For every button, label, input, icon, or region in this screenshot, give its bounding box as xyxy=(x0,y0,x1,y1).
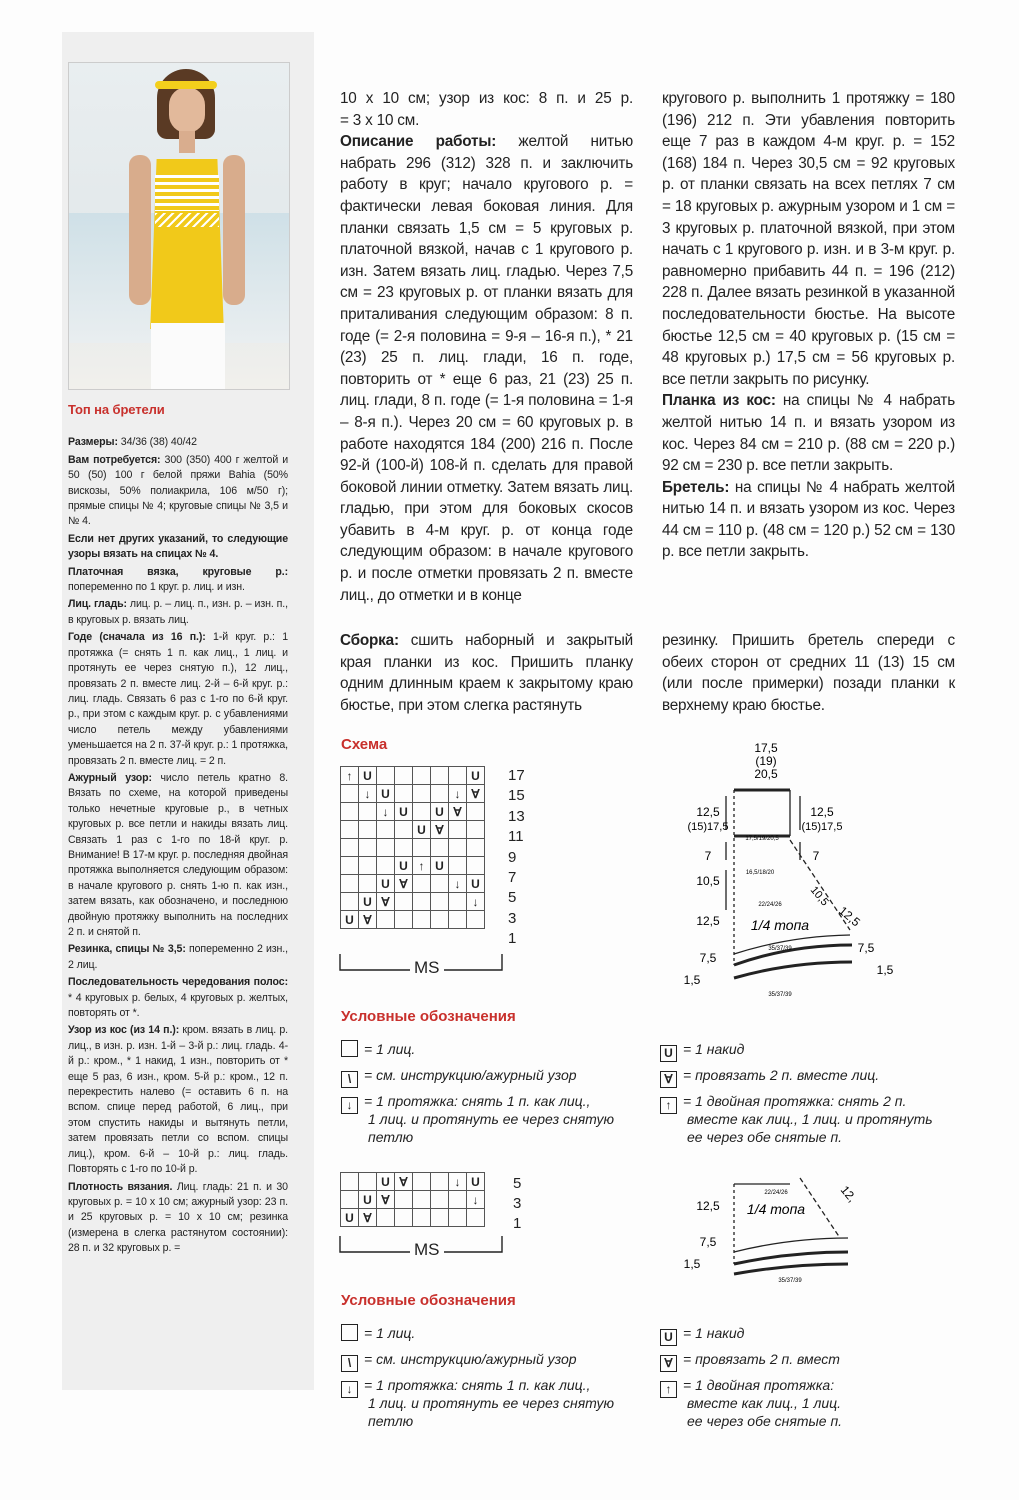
grid-cell: ∀ xyxy=(395,875,413,893)
grid-cell xyxy=(449,1191,467,1209)
right-column xyxy=(662,88,955,563)
grid-cell xyxy=(395,893,413,911)
left-paragraph: Узор из кос (из 14 п.): кром. вязать в лиц. р. лиц., в изн. р. изн. 1-й – 3-й р.: лиц. гладь. 4-й р.: кром., * 1 накид, 1 изн., повторить от * еще 5 раз, 6 изн., кром. 5-й р.: кром., 12 п. перекрестить налево (= оставить 6 п. на вспом. спице перед работой, 6 лиц., при этом спустить накиды и вытянуть петли, затем провязать петли со вспом. спицы лиц.), кром. 6-й – 10-й р.: лиц. гладь. Повторять с 1-го по 10-й р. xyxy=(68,1024,288,1176)
grid-cell: ∀ xyxy=(377,893,395,911)
grid-cell xyxy=(413,803,431,821)
left-paragraph: Резинка, спицы № 3,5: попеременно 2 изн., 2 лиц. xyxy=(68,943,288,971)
legend-symbol-icon: \ xyxy=(341,1071,358,1088)
row-number: 13 xyxy=(508,807,525,825)
grid-cell xyxy=(413,767,431,785)
grid-cell xyxy=(449,839,467,857)
grid-cell xyxy=(341,785,359,803)
grid-cell: U xyxy=(467,767,485,785)
ms-label: MS xyxy=(410,958,444,978)
grid-cell xyxy=(413,1209,431,1227)
left-paragraph: Ажурный узор: число петель кратно 8. Вязать по схеме, на которой приведены только нечетные круговые р., в четных круговых р. все петли и накиды вязать лиц. Связать 1 раз с 1-го по 18-й круг. р. Внимание! В 17-м круг. р. последняя двойная протяжка выполняется следующим образом: в начале кругового р. снять 1-ю п. как изн., затем вязать, как обозначено, и последнюю двойную протяжку выполнить на последних 2 п. и снятой п. xyxy=(68,771,288,938)
grid-cell xyxy=(377,839,395,857)
legend-item xyxy=(341,1350,577,1372)
small-label: 35/37/39 xyxy=(768,992,792,998)
grid-cell: U xyxy=(395,857,413,875)
small-label: 16,5/18/20 xyxy=(745,870,775,876)
right-bottom-paragraph: резинку. Пришить бретель спереди с обеих сторон от средних 11 (13) 15 см (или после примерки) позади планки к верхнему краю бюстье. xyxy=(662,632,955,714)
left-label: 12,5 xyxy=(696,914,720,928)
grid-cell xyxy=(431,1209,449,1227)
legend-symbol-icon: ↑ xyxy=(660,1381,677,1398)
left-paragraph: Плотность вязания. Лиц. гладь: 21 п. и 30 круговых р. = 10 х 10 см; ажурный узор: 23 п. и 25 круговых р. = 10 х 10 см; резинка (измерена в слегка растянутом состоянии): 28 п. и 32 круговых р. = xyxy=(68,1180,288,1255)
grid-cell: U xyxy=(431,803,449,821)
legend-text: = 1 лиц. xyxy=(364,1325,416,1341)
left-label: 12,5 xyxy=(696,805,720,819)
grid-cell: ↓ xyxy=(449,1173,467,1191)
left-label: 7 xyxy=(704,849,712,863)
grid-cell: ↓ xyxy=(467,893,485,911)
text-line: = 3 х 10 см. xyxy=(340,111,420,129)
grid-cell xyxy=(413,1173,431,1191)
grid-cell xyxy=(359,875,377,893)
legend-text: = 1 протяжка: снять 1 п. как лиц., xyxy=(364,1093,591,1109)
legend-text-continued: ее через обе снятые п. xyxy=(687,1413,843,1429)
grid-cell xyxy=(449,1209,467,1227)
legend-text-continued: петлю xyxy=(368,1413,414,1429)
grid-cell xyxy=(449,767,467,785)
grid-cell xyxy=(449,821,467,839)
left-instructions xyxy=(68,400,288,1259)
right-label: (15)17,5 xyxy=(801,821,843,833)
legend-text-continued: ее через обе снятые п. xyxy=(687,1129,843,1145)
grid-cell: U xyxy=(395,803,413,821)
grid-cell xyxy=(359,839,377,857)
row-number: 15 xyxy=(508,787,525,805)
grid-cell: U xyxy=(431,857,449,875)
grid-cell xyxy=(449,857,467,875)
legend-symbol-icon: \ xyxy=(341,1355,358,1372)
row-number: 3 xyxy=(513,1195,522,1212)
grid-cell xyxy=(431,911,449,929)
row-number: 9 xyxy=(508,848,517,866)
legend-text: = см. инструкцию/ажурный узор xyxy=(364,1067,577,1083)
grid-cell: U xyxy=(377,875,395,893)
grid-cell xyxy=(341,893,359,911)
grid-cell: ∀ xyxy=(431,821,449,839)
grid-cell xyxy=(359,821,377,839)
grid-cell xyxy=(341,1173,359,1191)
right-label: 7,5 xyxy=(857,941,875,955)
legend-text: = 1 накид xyxy=(683,1041,745,1057)
grid-cell: ∀ xyxy=(359,911,377,929)
assembly-paragraph: Сборка: сшить наборный и закрытый края планки из кос. Пришить планку одним длинным краем к закрытому краю бюстье, при этом слегка растянуть xyxy=(340,632,633,714)
grid-cell xyxy=(377,767,395,785)
grid-cell xyxy=(449,893,467,911)
grid-cell: U xyxy=(377,785,395,803)
grid-cell xyxy=(359,857,377,875)
grid-cell xyxy=(431,767,449,785)
legend-title: Условные обозначения xyxy=(341,1008,516,1025)
diagonal-label: 10,5 xyxy=(807,884,831,909)
grid-cell xyxy=(467,803,485,821)
grid-cell: U xyxy=(467,875,485,893)
left-label: (15)17,5 xyxy=(687,821,729,833)
grid-cell xyxy=(341,1191,359,1209)
legend-item xyxy=(660,1324,744,1346)
left-label: 10,5 xyxy=(696,874,720,888)
grid-cell xyxy=(431,1191,449,1209)
continued-paragraph: кругового р. выполнить 1 протяжку = 180 (196) 212 п. Эти убавления повторить еще 7 раз в каждом 4-м круг. р. = 152 (168) 184 п. Через 30,5 см = 92 круговых р. от планки связать на всех петлях 7 см = 18 круговых р. ажурным узором и 1 см = 3 круговых р. платочной вязкой, при этом начать с 1 кругового р. изн. и в 3-м круг. р. равномерно прибавить 44 п. = 196 (212) 228 п. Далее вязать резинкой в указанной последовательности бюстье. На высоте бюстье 12,5 см = 40 круговых р. (15 см = 48 круговых р.) 17,5 см = 56 круговых р. все петли закрыть по рисунку. xyxy=(662,90,955,388)
grid-cell: U xyxy=(359,767,377,785)
grid-cell xyxy=(359,803,377,821)
left-paragraph: Если нет других указаний, то следующие узоры вязать на спицах № 4. xyxy=(68,532,288,561)
left-paragraph: Платочная вязка, круговые р.: попеременно по 1 круг. р. лиц. и изн. xyxy=(68,565,288,594)
legend-item xyxy=(660,1066,879,1088)
left-paragraph: Последовательность чередования полос: * 4 круговых р. белых, 4 круговых р. желтых, повторять от *. xyxy=(68,976,288,1020)
row-number: 3 xyxy=(508,909,517,927)
small-label: 17,5/19/20,5 xyxy=(745,836,779,842)
legend-text: = 1 протяжка: снять 1 п. как лиц., xyxy=(364,1377,591,1393)
legend-item xyxy=(341,1040,415,1058)
grid-cell xyxy=(431,1173,449,1191)
grid-cell: ∀ xyxy=(359,1209,377,1227)
pattern2-center: 1/4 топа xyxy=(746,1201,806,1217)
grid-cell: ∀ xyxy=(449,803,467,821)
legend-text: = 1 двойная протяжка: снять 2 п. xyxy=(683,1093,907,1109)
grid-cell xyxy=(413,875,431,893)
grid-cell: U xyxy=(341,1209,359,1227)
legend-text-continued: 1 лиц. и протянуть ее через снятую xyxy=(368,1395,615,1411)
grid-cell xyxy=(413,1191,431,1209)
grid-cell xyxy=(341,875,359,893)
grid-cell: ↓ xyxy=(449,785,467,803)
legend-text: = 1 лиц. xyxy=(364,1041,416,1057)
pattern2-diag: 12, xyxy=(837,1182,860,1205)
legend-symbol-icon: ↑ xyxy=(660,1097,677,1114)
legend-symbol-icon: U xyxy=(660,1045,677,1062)
middle-column xyxy=(340,88,633,606)
row-number: 11 xyxy=(508,828,524,846)
row-number: 1 xyxy=(513,1215,522,1232)
legend-item xyxy=(660,1040,744,1062)
pattern2-label: 1,5 xyxy=(683,1257,701,1271)
grid-cell: ∀ xyxy=(467,785,485,803)
legend-symbol-icon: ↓ xyxy=(341,1381,358,1398)
grid-cell xyxy=(395,767,413,785)
grid-cell: ↓ xyxy=(449,875,467,893)
top-label-2: (19) xyxy=(755,754,777,768)
grid-cell xyxy=(341,857,359,875)
grid-cell xyxy=(395,1209,413,1227)
grid-cell xyxy=(377,1209,395,1227)
pattern2-small: 35/37/39 xyxy=(778,1278,802,1284)
row-number: 5 xyxy=(508,889,517,907)
grid-cell xyxy=(377,857,395,875)
grid-cell xyxy=(377,911,395,929)
small-chart-grid xyxy=(340,1172,485,1227)
planka-paragraph: Планка из кос: на спицы № 4 набрать желтой нитью 14 п. и вязать узором из кос. Через 84 см = 210 р. (88 см = 220 р.) 92 см = 230 р. все петли закрыть. xyxy=(662,392,955,475)
legend-symbol-icon xyxy=(341,1324,358,1341)
grid-cell xyxy=(395,1191,413,1209)
right-label: 1,5 xyxy=(876,963,894,977)
grid-cell xyxy=(395,839,413,857)
legend-symbol-icon: U xyxy=(660,1329,677,1346)
legend-symbol-icon: ∀ xyxy=(660,1355,677,1372)
grid-cell xyxy=(359,1173,377,1191)
grid-cell xyxy=(395,785,413,803)
legend-text-continued: петлю xyxy=(368,1129,414,1145)
row-number: 5 xyxy=(513,1175,522,1192)
legend-symbol-icon: ↓ xyxy=(341,1097,358,1114)
grid-cell: U xyxy=(467,1173,485,1191)
grid-cell: ∀ xyxy=(395,1173,413,1191)
grid-cell xyxy=(413,911,431,929)
grid-cell: ↓ xyxy=(359,785,377,803)
grid-cell xyxy=(341,821,359,839)
legend-item xyxy=(341,1066,577,1088)
legend-text-continued: 1 лиц. и протянуть ее через снятую xyxy=(368,1111,615,1127)
left-paragraph: Вам потребуется: 300 (350) 400 г желтой и 50 (50) 100 г белой пряжи Bahia (50% вискозы, 50% полиакрила, 106 м/50 г); прямые спицы № 4; круговые спицы № 3,5 и № 4. xyxy=(68,453,289,528)
row-number: 7 xyxy=(508,869,517,886)
legend-text: = 1 двойная протяжка: xyxy=(683,1377,835,1393)
pattern2-label: 7,5 xyxy=(699,1235,717,1249)
legend-text-continued: вместе как лиц., 1 лиц. и протянуть xyxy=(687,1111,933,1127)
model-photo xyxy=(68,62,290,390)
legend-item xyxy=(341,1324,415,1342)
grid-cell xyxy=(395,821,413,839)
grid-cell xyxy=(341,839,359,857)
grid-cell: U xyxy=(359,893,377,911)
grid-cell xyxy=(449,911,467,929)
grid-cell xyxy=(431,875,449,893)
left-label: 1,5 xyxy=(683,973,701,987)
grid-cell xyxy=(395,911,413,929)
pattern-diagram xyxy=(680,740,920,1010)
grid-cell xyxy=(377,821,395,839)
grid-cell xyxy=(467,839,485,857)
grid-cell: ∀ xyxy=(377,1191,395,1209)
grid-cell xyxy=(467,857,485,875)
legend-text: = провязать 2 п. вмест xyxy=(683,1351,840,1367)
grid-cell: U xyxy=(377,1173,395,1191)
article-title: Топ на бретели xyxy=(68,402,165,417)
legend-text: = 1 накид xyxy=(683,1325,745,1341)
grid-cell xyxy=(413,839,431,857)
bretel-paragraph: Бретель: на спицы № 4 набрать желтой нитью 14 п. и вязать узором из кос. Через 44 см = 110 р. (48 см = 120 р.) 52 см = 130 р. все петли закрыть. xyxy=(662,478,955,561)
schema-title: Схема xyxy=(341,736,388,753)
top-label-1: 17,5 xyxy=(754,741,778,755)
grid-cell xyxy=(467,911,485,929)
quarter-top-label: 1/4 топа xyxy=(750,917,810,933)
grid-cell xyxy=(413,893,431,911)
row-number: 1 xyxy=(508,930,517,948)
right-label: 12,5 xyxy=(810,805,834,819)
pattern2-small: 22/24/26 xyxy=(764,1190,788,1196)
grid-cell: ↓ xyxy=(377,803,395,821)
grid-cell xyxy=(467,821,485,839)
grid-cell xyxy=(413,785,431,803)
legend-text: = см. инструкцию/ажурный узор xyxy=(364,1351,577,1367)
right-label: 7 xyxy=(812,849,820,863)
legend-symbol-icon: ∀ xyxy=(660,1071,677,1088)
pattern-diagram-2 xyxy=(680,1168,860,1288)
legend-item xyxy=(660,1350,840,1372)
legend-text-continued: вместе как лиц., 1 лиц. xyxy=(687,1395,842,1411)
grid-cell xyxy=(431,785,449,803)
diagonal-label: 12,5 xyxy=(836,903,863,930)
small-label: 35/37/39 xyxy=(768,946,792,952)
grid-cell xyxy=(431,893,449,911)
legend-text: = провязать 2 п. вместе лиц. xyxy=(683,1067,880,1083)
grid-cell: ↑ xyxy=(341,767,359,785)
grid-cell xyxy=(341,803,359,821)
grid-cell: U xyxy=(341,911,359,929)
left-paragraph: Лиц. гладь: лиц. р. – лиц. п., изн. р. – изн. п., в круговых р. вязать лиц. xyxy=(68,598,288,626)
row-number: 17 xyxy=(508,767,525,784)
small-label: 22/24/26 xyxy=(758,902,782,908)
grid-cell: ↑ xyxy=(413,857,431,875)
grid-cell xyxy=(431,839,449,857)
text-line: 10 х 10 см; узор из кос: 8 п. и 25 р. xyxy=(340,90,633,107)
left-paragraph: Годе (сначала из 16 п.): 1-й круг. р.: 1 протяжка (= снять 1 п. как лиц., 1 лиц. и протянуть ее через снятую п.), 12 лиц., провязать 2 п. вместе лиц. 2-й – 6-й круг. р.: лиц. гладь. Связать 6 раз с 1-го по 6-й круг. р., при этом с каждым круг. р. с убавлениями число петель между убавлениями уменьшается на 2 п. 37-й круг. р.: 1 протяжка, провязать 2 п. вместе лиц. = 2 п. xyxy=(68,631,288,767)
chart-grid xyxy=(340,766,485,929)
grid-cell: U xyxy=(413,821,431,839)
grid-cell xyxy=(467,1209,485,1227)
legend-symbol-icon xyxy=(341,1040,358,1057)
top-label-3: 20,5 xyxy=(754,767,778,781)
small-ms-label: MS xyxy=(410,1240,444,1260)
description-paragraph: Описание работы: желтой нитью набрать 296 (312) 328 п. и заключить работу в круг; начало кругового р. = фактически левая боковая линия. Для планки связать 1,5 см = 5 круговых р. платочной вязкой, начав с 1 кругового р. изн. Затем вязать лиц. гладью. Через 7,5 см = 23 круговых р. от планки вязать для приталивания следующим образом: 8 п. годе (= 2-я половина = 9-я – 16-я п.), * 21 (23) 25 п. лиц. глади, 16 п. годе, повторить от * еще 6 раз, 21 (23) 25 п. лиц. глади, 8 п. годе (= 1-я половина = 1-я – 8-я п.). Через 20 см = 60 круговых р. в работе находятся 184 (200) 216 п. После 92-й (100-й) 108-й п. сделать для правой боковой линии отметку. Затем вязать лиц. гладью, при этом для боковых скосов убавить в 4-м круг. р. от конца годе следующим образом: в начале кругового р. и после отметки провязать 2 п. вместе лиц., до отметки и в конце xyxy=(340,133,633,604)
legend-title-2: Условные обозначения xyxy=(341,1292,516,1309)
pattern2-label: 12,5 xyxy=(696,1199,720,1213)
left-label: 7,5 xyxy=(699,951,717,965)
grid-cell: ↓ xyxy=(467,1191,485,1209)
left-paragraph: Размеры: 34/36 (38) 40/42 xyxy=(68,436,197,449)
grid-cell: U xyxy=(359,1191,377,1209)
